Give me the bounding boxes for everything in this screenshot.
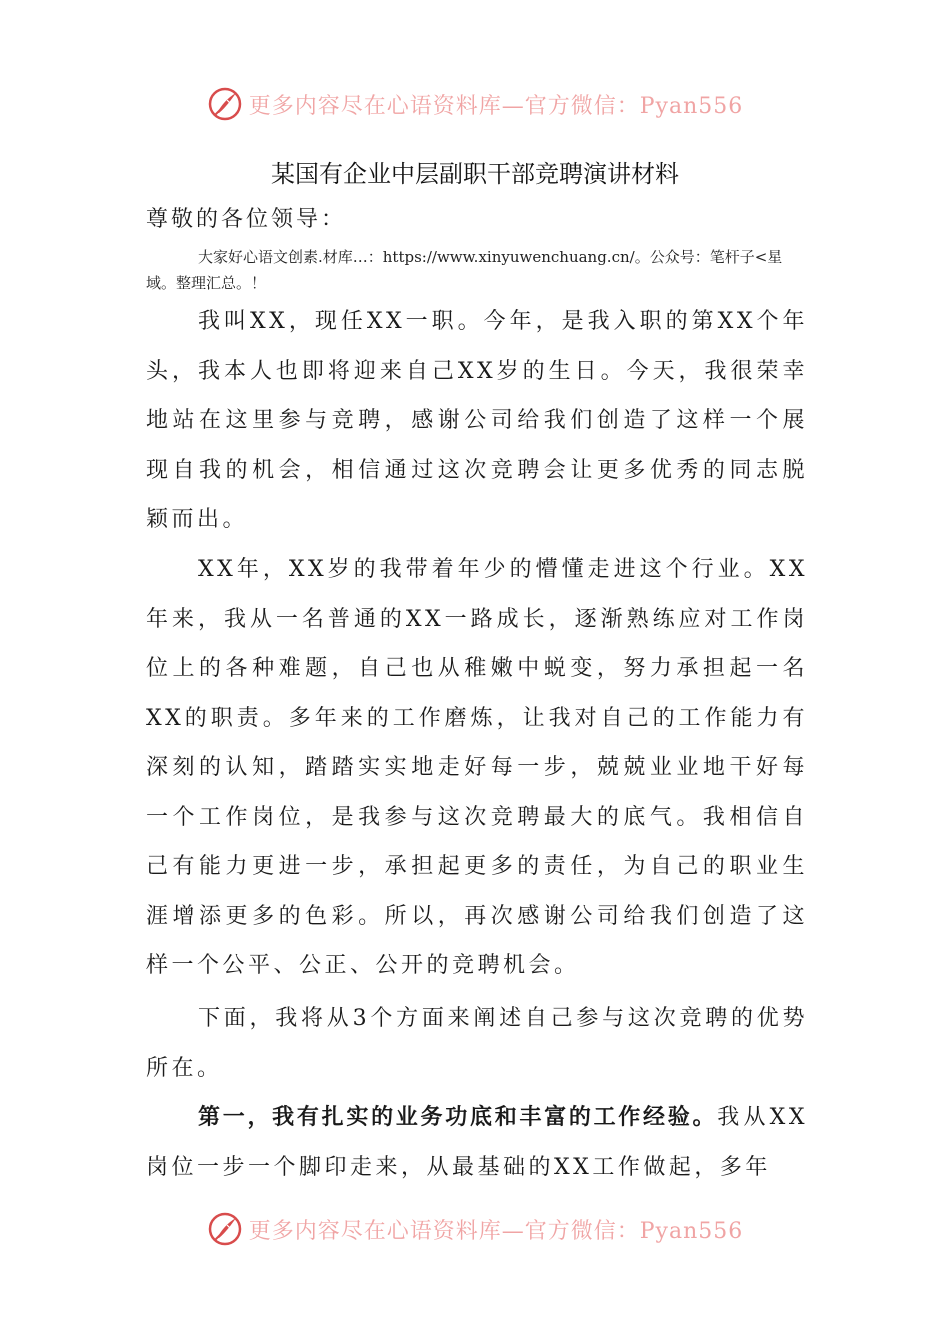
paragraph-point-1 [146,1093,808,1192]
salutation: 尊敬的各位领导： [146,207,347,232]
banner-text: 更多内容尽在心语资料库—官方微信：Pyan556 [248,1218,744,1244]
banner-text: 更多内容尽在心语资料库—官方微信：Pyan556 [248,93,744,119]
quill-logo-icon [207,1211,243,1247]
header-banner[interactable] [0,84,950,124]
point-1-text: 我从XX岗位一步一个脚印走来，从最基础的XX工作做起，多年 [146,1105,808,1180]
point-1-heading: 第一，我有扎实的业务功底和丰富的工作经验。 [198,1105,718,1130]
document-title: 某国有企业中层副职干部竞聘演讲材料 [271,160,679,188]
paragraph-1: 我叫XX，现任XX一职。今年，是我入职的第XX个年头，我本人也即将迎来自己XX岁的生日。今天，我很荣幸地站在这里参与竞聘，感谢公司给我们创造了这样一个展现自我的机会，相信通过这次竞聘会让更多优秀的同志脱颖而出。 [146,309,808,532]
source-note: 大家好心语文创素.材库…：https://www.xinyuwenchuang.cn/。公众号：笔杆子<星域。整理汇总。！ [146,248,783,292]
quill-logo-icon [207,86,243,122]
paragraph-3: 下面，我将从3个方面来阐述自己参与这次竞聘的优势所在。 [146,1006,808,1081]
footer-banner[interactable] [0,1209,950,1249]
paragraph-2: XX年，XX岁的我带着年少的懵懂走进这个行业。XX年来，我从一名普通的XX一路成长，逐渐熟练应对工作岗位上的各种难题，自己也从稚嫩中蜕变，努力承担起一名XX的职责。多年来的工作磨炼，让我对自己的工作能力有深刻的认知，踏踏实实地走好每一步，兢兢业业地干好每一个工作岗位，是我参与这次竞聘最大的底气。我相信自己有能力更进一步，承担起更多的责任，为自己的职业生涯增添更多的色彩。所以，再次感谢公司给我们创造了这样一个公平、公正、公开的竞聘机会。 [146,557,808,978]
